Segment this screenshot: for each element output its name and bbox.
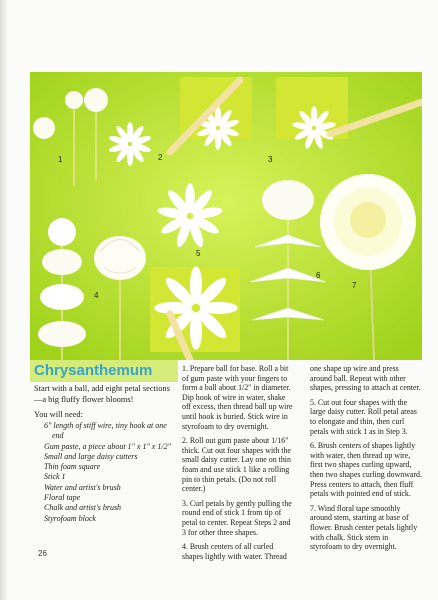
supply-item: 6" length of stiff wire, tiny hook at one end xyxy=(44,421,167,441)
step-photo-illustration xyxy=(30,72,422,360)
intro-text: Start with a ball, add eight petal sections—a big fluffy flower blooms! xyxy=(34,384,170,404)
supply-item: Water and artist's brush xyxy=(44,482,121,492)
page-spine-shadow xyxy=(0,0,8,600)
instructions-column-1 xyxy=(182,364,294,566)
supply-item: Chalk and artist's brush xyxy=(44,503,122,513)
page-title: Chrysanthemum xyxy=(34,362,153,379)
supply-item: Stick 1 xyxy=(44,472,66,482)
step-paragraph: one shape up wire and press around ball. Repeat with other shapes, pressing to attach at center. xyxy=(310,364,421,393)
supply-item: Styrofoam block xyxy=(44,513,96,523)
supply-list xyxy=(44,421,178,524)
instructions-column-2 xyxy=(310,364,422,557)
step-label-7: 7 xyxy=(352,281,357,290)
step-paragraph: 3. Curl petals by gently pulling the round end of stick 1 from tip of petal to center. Repeat Steps 2 and 3 for other three shapes. xyxy=(182,498,292,537)
step-label-4: 4 xyxy=(94,291,99,300)
step-paragraph: 6. Brush centers of shapes lightly with water, then thread up wire, first two shapes curling upward, then two shapes curling downward. Press centers to attach, then fluff petals with pointed end of stick. xyxy=(310,441,422,499)
step-paragraph: 2. Roll out gum paste about 1/16" thick. Cut out four shapes with the small daisy cutter. Lay one on thin foam and use stick 1 like a rolling pin to thin petals. (Do not roll center.) xyxy=(182,436,291,494)
supply-item: Small and large daisy cutters xyxy=(44,451,138,461)
step-photo xyxy=(30,72,422,360)
step-paragraph: 5. Cut out four shapes with the large daisy cutter. Roll petal areas to elongate and thin, then curl petals with stick 1 as in Step 3. xyxy=(310,397,417,436)
supply-item: Floral tape xyxy=(44,493,81,503)
step-label-2: 2 xyxy=(158,153,163,162)
supply-item: Gum paste, a piece about 1" x 1" x 1/2" xyxy=(44,441,171,451)
step-label-1: 1 xyxy=(58,155,63,164)
step-label-5: 5 xyxy=(196,249,201,258)
supply-item: Thin foam square xyxy=(44,462,101,472)
step-label-3: 3 xyxy=(268,155,273,164)
step-paragraph: 1. Prepare ball for base. Roll a bit of gum paste with your fingers to form a ball about 1/2" in diameter. Dip hook of wire in water, shake off excess, then thread ball up wire until hook is buried. Stick wire in styrofoam to dry overnight. xyxy=(182,364,293,431)
step-paragraph: 4. Brush centers of all curled shapes lightly with water. Thread xyxy=(182,542,287,561)
page-number: 26 xyxy=(38,549,47,558)
step-label-6: 6 xyxy=(316,271,321,280)
need-label: You will need: xyxy=(34,410,83,419)
step-paragraph: 7. Wind floral tape smoothly around stem, starting at base of flower. Brush center petals lightly with chalk. Stick stem in styrofoam to dry overnight. xyxy=(310,503,418,552)
